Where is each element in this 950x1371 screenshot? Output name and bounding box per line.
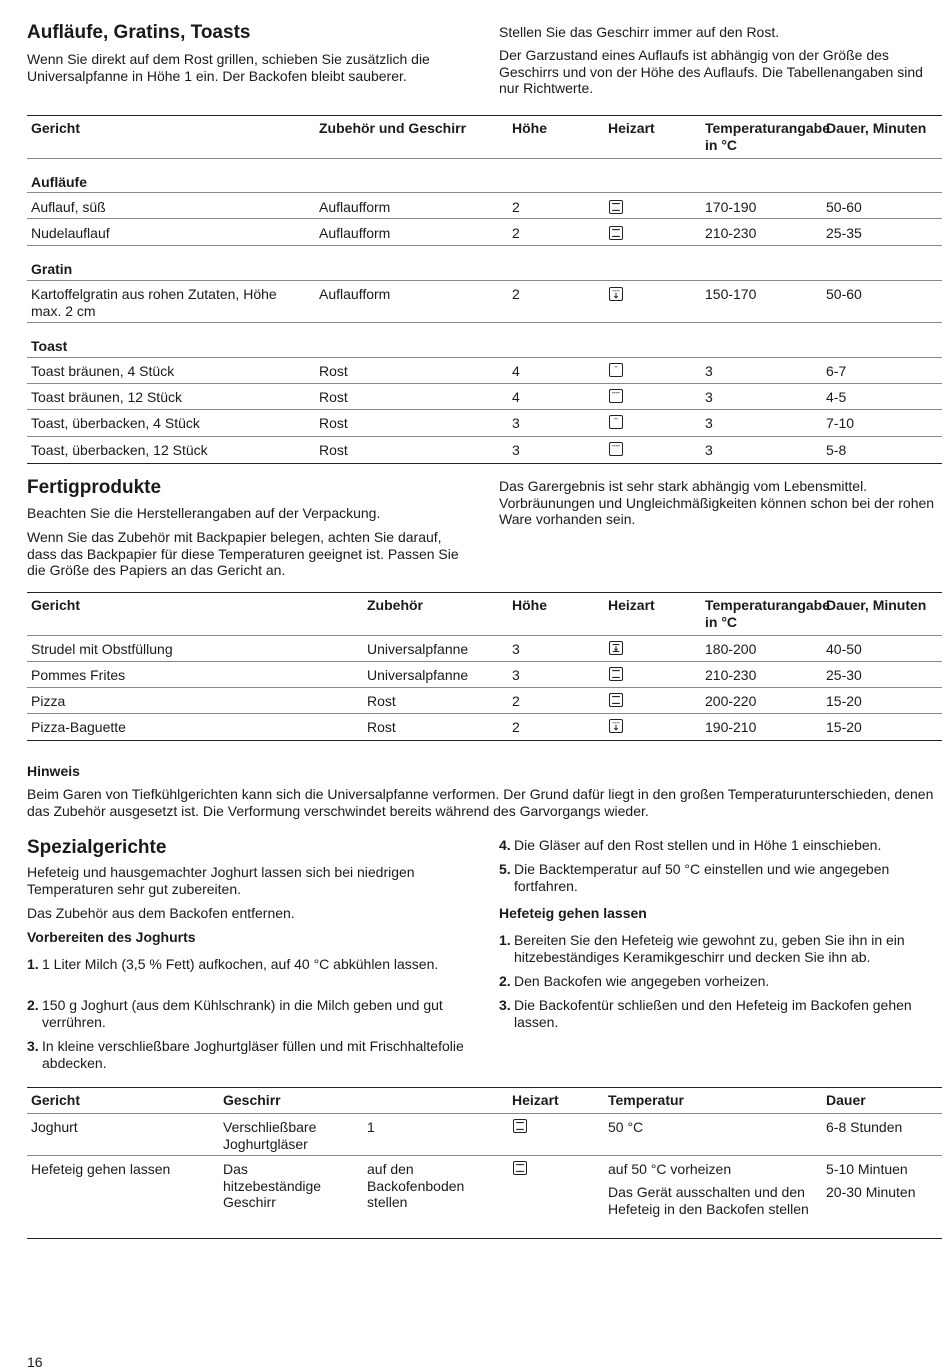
section-title-auflaeufe: Aufläufe, Gratins, Toasts	[27, 22, 251, 43]
step-number: 5.	[499, 861, 511, 877]
table-cell: Verschließbare Joghurtgläser	[223, 1119, 317, 1152]
hefe-title: Hefeteig gehen lassen	[499, 905, 647, 921]
table-cell: 4	[512, 389, 520, 405]
col-header-dauer: Dauer	[826, 1092, 866, 1108]
table-cell: Auflaufform	[319, 199, 391, 215]
table-cell: Das Gerät ausschalten und den Hefeteig in den Backofen stellen	[608, 1184, 809, 1217]
group-header: Gratin	[31, 261, 73, 277]
table-cell: 3	[512, 667, 520, 683]
table-cell: Pommes Frites	[31, 667, 126, 683]
intro-1: Hefeteig und hausgemachter Joghurt lassen sich bei niedrigen Temperaturen sehr gut zubereiten.	[27, 864, 415, 897]
col-header-gericht: Gericht	[31, 597, 81, 613]
table-cell: 4-5	[826, 389, 847, 405]
table-cell: Hefeteig gehen lassen	[31, 1161, 171, 1177]
table-cell: auf 50 °C vorheizen	[608, 1161, 732, 1177]
table-cell: 25-30	[826, 667, 862, 683]
table-cell: auf den Backofenboden stellen	[367, 1161, 465, 1210]
col-header-gericht: Gericht	[31, 120, 81, 136]
table-cell: 2	[512, 719, 520, 735]
table-cell: 2	[512, 693, 520, 709]
step-text: Die Backtemperatur auf 50 °C einstellen und wie angegeben fortfahren.	[514, 861, 890, 894]
table-cell: 3	[512, 442, 520, 458]
table-cell: 50-60	[826, 199, 862, 215]
table-cell: Toast bräunen, 12 Stück	[31, 389, 182, 405]
table-cell: 1	[367, 1119, 375, 1135]
large-grill-icon	[609, 442, 623, 456]
step-number: 2.	[27, 997, 39, 1013]
table-cell: 3	[705, 389, 713, 405]
table-cell: 2	[512, 199, 520, 215]
col-header-heizart: Heizart	[512, 1092, 559, 1108]
table-cell: 3	[705, 363, 713, 379]
table-cell: 6-8 Stunden	[826, 1119, 903, 1135]
hot-air-icon	[609, 641, 623, 655]
col-header-dauer: Dauer, Minuten	[826, 120, 927, 136]
top-bottom-heat-icon	[513, 1161, 527, 1175]
col-header-hoehe: Höhe	[512, 120, 547, 136]
step-number: 3.	[27, 1038, 39, 1054]
table-cell: 15-20	[826, 693, 862, 709]
table-cell: Auflaufform	[319, 225, 391, 241]
step-number: 4.	[499, 837, 511, 853]
section-title-spezialgerichte: Spezialgerichte	[27, 837, 167, 858]
small-grill-icon	[609, 415, 623, 429]
step-text: 1 Liter Milch (3,5 % Fett) aufkochen, auf 40 °C abkühlen lassen.	[42, 956, 439, 972]
table-cell: 180-200	[705, 641, 757, 657]
group-header: Toast	[31, 338, 68, 354]
table-cell: 50 °C	[608, 1119, 644, 1135]
table-cell: 170-190	[705, 199, 757, 215]
top-bottom-heat-icon	[609, 226, 623, 240]
hot-air-grill-icon	[609, 719, 623, 733]
top-bottom-heat-icon	[609, 693, 623, 707]
table-cell: Toast, überbacken, 4 Stück	[31, 415, 200, 431]
step-number: 1.	[499, 932, 511, 948]
note-title: Hinweis	[27, 763, 80, 779]
table-cell: Rost	[319, 389, 348, 405]
intro-right: Das Garergebnis ist sehr stark abhängig vom Lebensmittel. Vorbräunungen und Ungleichmäßigkeiten können schon bei der rohen Ware vorhanden sein.	[499, 478, 935, 527]
intro-left-2: Wenn Sie das Zubehör mit Backpapier belegen, achten Sie darauf, dass das Backpapier für diese Temperaturen geeignet ist. Passen Sie die Größe des Papiers an das Gericht an.	[27, 529, 459, 578]
table-cell: 5-8	[826, 442, 847, 458]
table-cell: 15-20	[826, 719, 862, 735]
col-header-zubehoer: Zubehör und Geschirr	[319, 120, 467, 136]
top-bottom-heat-icon	[609, 200, 623, 214]
col-header-temperatur: Temperatur	[608, 1092, 684, 1108]
large-grill-icon	[609, 389, 623, 403]
step-text: Die Gläser auf den Rost stellen und in Höhe 1 einschieben.	[514, 837, 882, 853]
table-cell: 20-30 Minuten	[826, 1184, 916, 1200]
table-cell: 50-60	[826, 286, 862, 302]
step-number: 2.	[499, 973, 511, 989]
table-cell: 210-230	[705, 225, 757, 241]
table-cell: Rost	[367, 693, 396, 709]
col-header-zubehoer: Zubehör	[367, 597, 423, 613]
table-cell: Auflaufform	[319, 286, 391, 302]
intro-left-1: Beachten Sie die Herstellerangaben auf der Verpackung.	[27, 505, 381, 521]
top-bottom-heat-icon	[609, 667, 623, 681]
table-cell: Toast bräunen, 4 Stück	[31, 363, 175, 379]
table-cell: Universalpfanne	[367, 667, 469, 683]
col-header-hoehe: Höhe	[512, 597, 547, 613]
top-bottom-heat-icon	[513, 1119, 527, 1133]
table-cell: 150-170	[705, 286, 757, 302]
small-grill-icon	[609, 363, 623, 377]
col-header-gericht: Gericht	[31, 1092, 81, 1108]
step-number: 3.	[499, 997, 511, 1013]
table-cell: 3	[705, 415, 713, 431]
step-text: Die Backofentür schließen und den Hefeteig im Backofen gehen lassen.	[514, 997, 912, 1030]
table-cell: Kartoffelgratin aus rohen Zutaten, Höhe max. 2 cm	[31, 286, 277, 319]
group-header: Aufläufe	[31, 174, 87, 190]
table-cell: Rost	[319, 442, 348, 458]
table-cell: 210-230	[705, 667, 757, 683]
table-cell: 4	[512, 363, 520, 379]
table-cell: Joghurt	[31, 1119, 78, 1135]
joghurt-title: Vorbereiten des Joghurts	[27, 929, 196, 945]
table-cell: 3	[512, 641, 520, 657]
table-cell: 5-10 Mintuen	[826, 1161, 908, 1177]
hot-air-grill-icon	[609, 287, 623, 301]
note-text: Beim Garen von Tiefkühlgerichten kann sich die Universalpfanne verformen. Der Grund dafür liegt in den großen Temperaturunterschieden, denen das Zubehör ausgesetzt ist. Die Verformung verschwindet bereits während des Garvorgangs wieder.	[27, 786, 934, 819]
table-cell: 2	[512, 286, 520, 302]
intro-right-2: Der Garzustand eines Auflaufs ist abhängig von der Größe des Geschirrs und von der Höhe des Auflaufs. Die Tabellenangaben sind nur Richtwerte.	[499, 47, 923, 96]
intro-left: Wenn Sie direkt auf dem Rost grillen, schieben Sie zusätzlich die Universalpfanne in Höhe 1 ein. Der Backofen bleibt sauberer.	[27, 51, 430, 84]
table-cell: Nudelauflauf	[31, 225, 110, 241]
section-title-fertigprodukte: Fertigprodukte	[27, 477, 162, 498]
step-text: Den Backofen wie angegeben vorheizen.	[514, 973, 770, 989]
table-cell: Strudel mit Obstfüllung	[31, 641, 173, 657]
table-cell: Rost	[319, 415, 348, 431]
table-cell: Rost	[367, 719, 396, 735]
col-header-temperatur: Temperaturangabe in °C	[705, 120, 830, 153]
step-number: 1.	[27, 956, 39, 972]
col-header-geschirr: Geschirr	[223, 1092, 281, 1108]
table-cell: Pizza-Baguette	[31, 719, 126, 735]
table-cell: Universalpfanne	[367, 641, 469, 657]
intro-right-1: Stellen Sie das Geschirr immer auf den Rost.	[499, 24, 780, 40]
table-cell: Toast, überbacken, 12 Stück	[31, 442, 208, 458]
table-cell: Auflauf, süß	[31, 199, 106, 215]
col-header-dauer: Dauer, Minuten	[826, 597, 927, 613]
table-cell: 25-35	[826, 225, 862, 241]
table-cell: Pizza	[31, 693, 66, 709]
table-cell: Das hitzebeständige Geschirr	[223, 1161, 322, 1210]
table-cell: Rost	[319, 363, 348, 379]
col-header-heizart: Heizart	[608, 597, 655, 613]
table-cell: 40-50	[826, 641, 862, 657]
table-cell: 2	[512, 225, 520, 241]
table-cell: 200-220	[705, 693, 757, 709]
step-text: In kleine verschließbare Joghurtgläser füllen und mit Frischhaltefolie abdecken.	[42, 1038, 464, 1071]
page-number: 16	[27, 1354, 43, 1370]
intro-2: Das Zubehör aus dem Backofen entfernen.	[27, 905, 295, 921]
table-cell: 6-7	[826, 363, 847, 379]
step-text: Bereiten Sie den Hefeteig wie gewohnt zu, geben Sie ihn in ein hitzebeständiges Keramikgeschirr und decken Sie ihn ab.	[514, 932, 905, 965]
col-header-heizart: Heizart	[608, 120, 655, 136]
table-cell: 3	[512, 415, 520, 431]
col-header-temperatur: Temperaturangabe in °C	[705, 597, 830, 630]
step-text: 150 g Joghurt (aus dem Kühlschrank) in die Milch geben und gut verrühren.	[42, 997, 443, 1030]
table-cell: 7-10	[826, 415, 855, 431]
table-cell: 3	[705, 442, 713, 458]
table-cell: 190-210	[705, 719, 757, 735]
